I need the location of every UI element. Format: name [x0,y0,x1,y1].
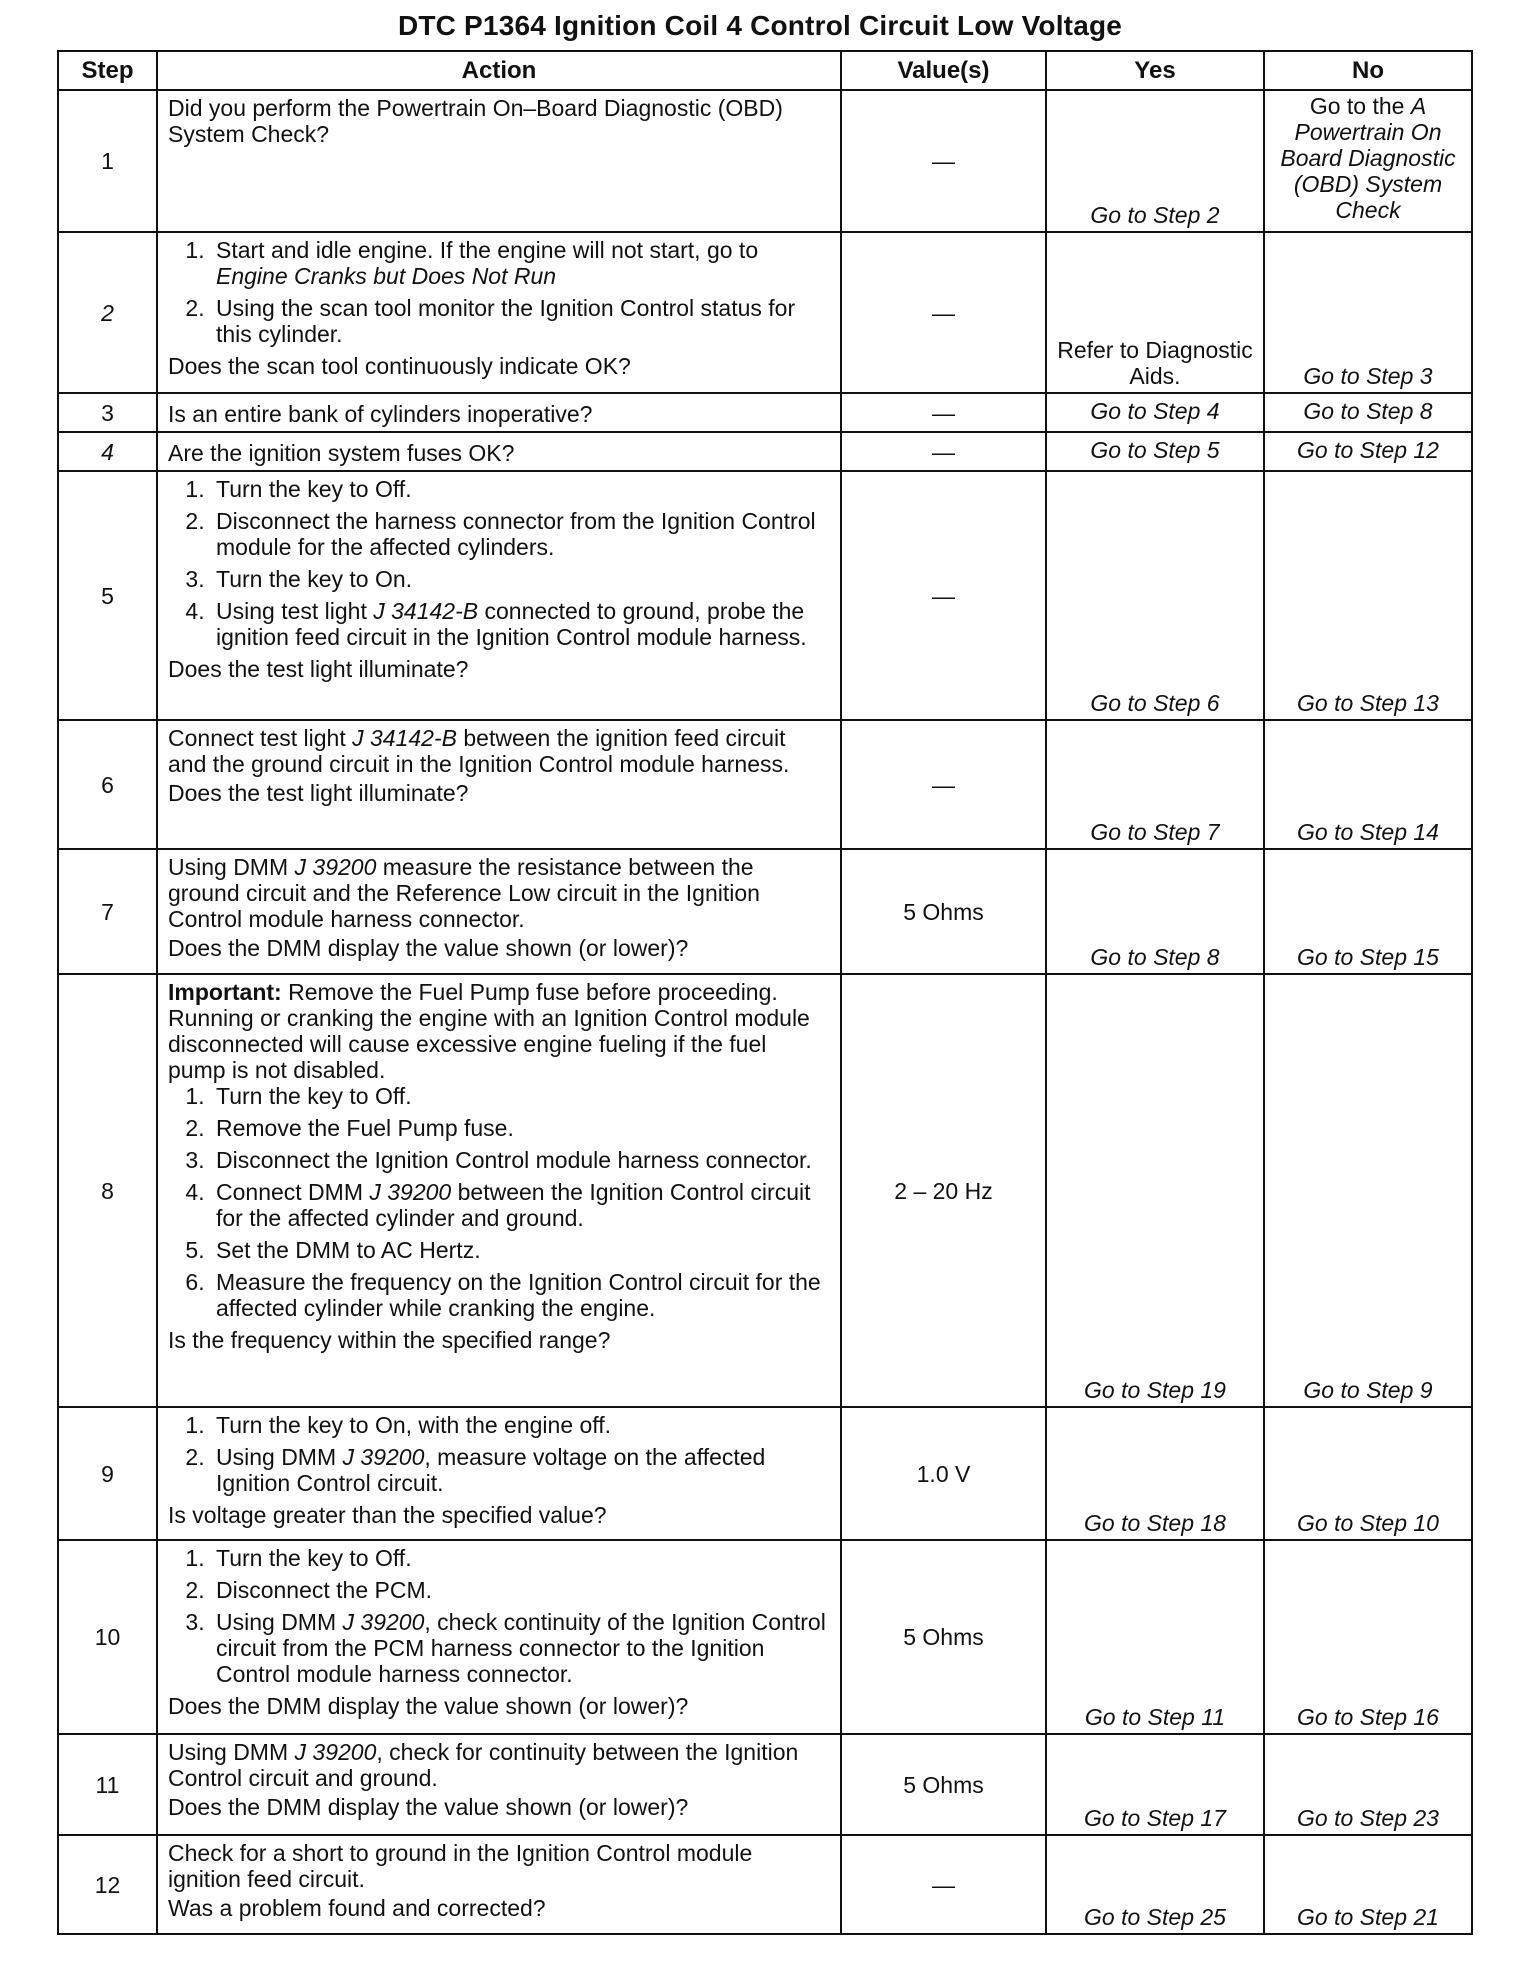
step-number: 4 [58,432,157,471]
yes-cell: Go to Step 18 [1046,1407,1264,1540]
action-item-text: between the Ignition Control circuit for the affected cylinder and ground. [216,1179,811,1231]
yes-cell: Go to Step 25 [1046,1835,1264,1934]
step-number: 2 [58,232,157,393]
no-cell: Go to Step 21 [1264,1835,1472,1934]
action-text-part: Using DMM [168,854,295,880]
header-action: Action [157,51,841,90]
table-row [58,393,1472,432]
action-question: Does the test light illuminate? [168,656,469,682]
yes-cell: Go to Step 11 [1046,1540,1264,1734]
action-text [168,854,830,932]
action-cell [157,1540,841,1734]
no-cell [1264,90,1472,232]
step-number: 11 [58,1734,157,1835]
no-cell: Go to Step 9 [1264,974,1472,1407]
table-row [58,849,1472,974]
action-text-part: Connect test light [168,725,353,751]
table-row [58,1540,1472,1734]
yes-cell: Refer to Diagnostic Aids. [1046,232,1264,393]
action-cell [157,90,841,232]
no-cell: Go to Step 23 [1264,1734,1472,1835]
action-item-text: Using DMM [216,1609,343,1635]
no-cell: Go to Step 3 [1264,232,1472,393]
important-note [168,979,830,1083]
action-cell [157,1835,841,1934]
header-step: Step [58,51,157,90]
yes-cell: Go to Step 4 [1046,393,1264,432]
action-text: Check for a short to ground in the Ignition Control module ignition feed circuit. [168,1840,753,1892]
yes-cell: Go to Step 17 [1046,1734,1264,1835]
value-cell: 1.0 V [841,1407,1046,1540]
action-question: Does the DMM display the value shown (or lower)? [168,935,689,961]
document-title: DTC P1364 Ignition Coil 4 Control Circuit Low Voltage [397,10,1123,41]
action-cell [157,393,841,432]
no-cell: Go to Step 12 [1264,432,1472,471]
action-cell [157,974,841,1407]
action-item: 1. Turn the key to On, with the engine off. [211,1412,830,1438]
action-question: Does the test light illuminate? [168,780,469,806]
header-no: No [1264,51,1472,90]
action-question: Was a problem found and corrected? [168,1895,546,1921]
yes-cell: Go to Step 8 [1046,849,1264,974]
action-text-part: Using DMM [168,1739,295,1765]
step-number: 12 [58,1835,157,1934]
table-header-row [58,51,1472,90]
action-item-text: Using DMM [216,1444,343,1470]
action-cell [157,471,841,720]
action-item [211,1179,830,1231]
action-item: 1. Turn the key to Off. [211,1083,830,1109]
yes-cell: Go to Step 2 [1046,90,1264,232]
table-row [58,720,1472,849]
table-row [58,432,1472,471]
action-item: 3. Turn the key to On. [211,566,830,592]
yes-cell: Go to Step 7 [1046,720,1264,849]
action-cell [157,849,841,974]
action-item-text: Using test light [216,598,374,624]
action-item: 5. Set the DMM to AC Hertz. [211,1237,830,1263]
action-item [211,237,830,289]
action-text [168,725,830,777]
action-cell [157,232,841,393]
table-row [58,1835,1472,1934]
tool-reference: J 39200 [342,1444,425,1470]
value-cell: — [841,471,1046,720]
value-cell: — [841,232,1046,393]
action-item: 2. Remove the Fuel Pump fuse. [211,1115,830,1141]
action-item-text: Start and idle engine. If the engine will not start, go to [216,237,759,263]
value-cell: 2 – 20 Hz [841,974,1046,1407]
no-cell: Go to Step 14 [1264,720,1472,849]
table-row [58,1407,1472,1540]
action-item [211,1444,830,1496]
diagnostic-table [57,50,1473,1935]
action-question: Does the DMM display the value shown (or lower)? [168,1693,689,1719]
action-list [168,237,830,347]
action-list [168,476,830,650]
value-cell: 5 Ohms [841,1540,1046,1734]
action-question: Does the scan tool continuously indicate OK? [168,353,631,379]
action-list [168,1083,830,1321]
step-number: 9 [58,1407,157,1540]
action-item: 3. Disconnect the Ignition Control module harness connector. [211,1147,830,1173]
yes-cell: Go to Step 6 [1046,471,1264,720]
action-item: 1. Turn the key to Off. [211,1545,830,1571]
step-number: 1 [58,90,157,232]
procedure-reference: Engine Cranks but Does Not Run [216,263,557,289]
no-reference: A Powertrain On Board Diagnostic (OBD) System Check [1280,93,1456,223]
action-cell [157,720,841,849]
action-text-part: between the ignition feed circuit and the ground circuit in the Ignition Control module harness. [168,725,790,777]
action-question: Is the frequency within the specified range? [168,1327,611,1353]
action-item [211,598,830,650]
value-cell: — [841,393,1046,432]
action-list [168,1545,830,1687]
no-cell: Go to Step 8 [1264,393,1472,432]
no-cell: Go to Step 15 [1264,849,1472,974]
action-text: Did you perform the Powertrain On–Board Diagnostic (OBD) System Check? [168,95,783,147]
action-item [211,1609,830,1687]
value-cell: 5 Ohms [841,1734,1046,1835]
table-row [58,232,1472,393]
action-text-part: , check for continuity between the Ignition Control circuit and ground. [168,1739,799,1791]
value-cell: — [841,90,1046,232]
action-item-text: , measure voltage on the affected Ignition Control circuit. [216,1444,766,1496]
step-number: 8 [58,974,157,1407]
value-cell: — [841,720,1046,849]
action-item: 1. Turn the key to Off. [211,476,830,502]
header-yes: Yes [1046,51,1264,90]
action-text [168,1739,830,1791]
step-number: 3 [58,393,157,432]
table-row [58,90,1472,232]
action-question: Does the DMM display the value shown (or lower)? [168,1794,689,1820]
value-cell: — [841,432,1046,471]
action-item-text: connected to ground, probe the ignition feed circuit in the Ignition Control module harness. [216,598,807,650]
action-item-text: Connect DMM [216,1179,370,1205]
tool-reference: J 39200 [369,1179,452,1205]
action-question: Is an entire bank of cylinders inoperative? [168,400,593,427]
step-number: 7 [58,849,157,974]
action-question: Is voltage greater than the specified value? [168,1502,607,1528]
no-cell: Go to Step 13 [1264,471,1472,720]
action-text-part: measure the resistance between the ground circuit and the Reference Low circuit in the Ignition Control module harness connector. [168,854,760,932]
action-item-text: , check continuity of the Ignition Control circuit from the PCM harness connector to the Ignition Control module harness connector. [216,1609,826,1687]
tool-reference: J 39200 [294,854,377,880]
step-number: 6 [58,720,157,849]
important-label: Important: [168,979,282,1005]
step-number: 5 [58,471,157,720]
action-cell [157,1407,841,1540]
no-cell: Go to Step 16 [1264,1540,1472,1734]
action-question: Are the ignition system fuses OK? [168,439,515,466]
action-item: 2. Using the scan tool monitor the Ignition Control status for this cylinder. [211,295,830,347]
table-row [58,1734,1472,1835]
important-text: Remove the Fuel Pump fuse before proceeding. Running or cranking the engine with an Ignition Control module disconnected will cause excessive engine fueling if the fuel pump is not disabled. [168,979,810,1083]
value-cell: — [841,1835,1046,1934]
action-cell [157,432,841,471]
step-number: 10 [58,1540,157,1734]
tool-reference: J 39200 [294,1739,377,1765]
yes-cell: Go to Step 5 [1046,432,1264,471]
value-cell: 5 Ohms [841,849,1046,974]
no-prefix: Go to the [1309,93,1411,119]
tool-reference: J 34142-B [352,725,457,751]
header-values: Value(s) [841,51,1046,90]
action-cell [157,1734,841,1835]
action-list [168,1412,830,1496]
yes-cell: Go to Step 19 [1046,974,1264,1407]
action-item: 6. Measure the frequency on the Ignition Control circuit for the affected cylinder while cranking the engine. [211,1269,830,1321]
tool-reference: J 39200 [342,1609,425,1635]
tool-reference: J 34142-B [373,598,479,624]
table-row [58,974,1472,1407]
action-item: 2. Disconnect the PCM. [211,1577,830,1603]
no-cell: Go to Step 10 [1264,1407,1472,1540]
table-row [58,471,1472,720]
action-item: 2. Disconnect the harness connector from the Ignition Control module for the affected cylinders. [211,508,830,560]
